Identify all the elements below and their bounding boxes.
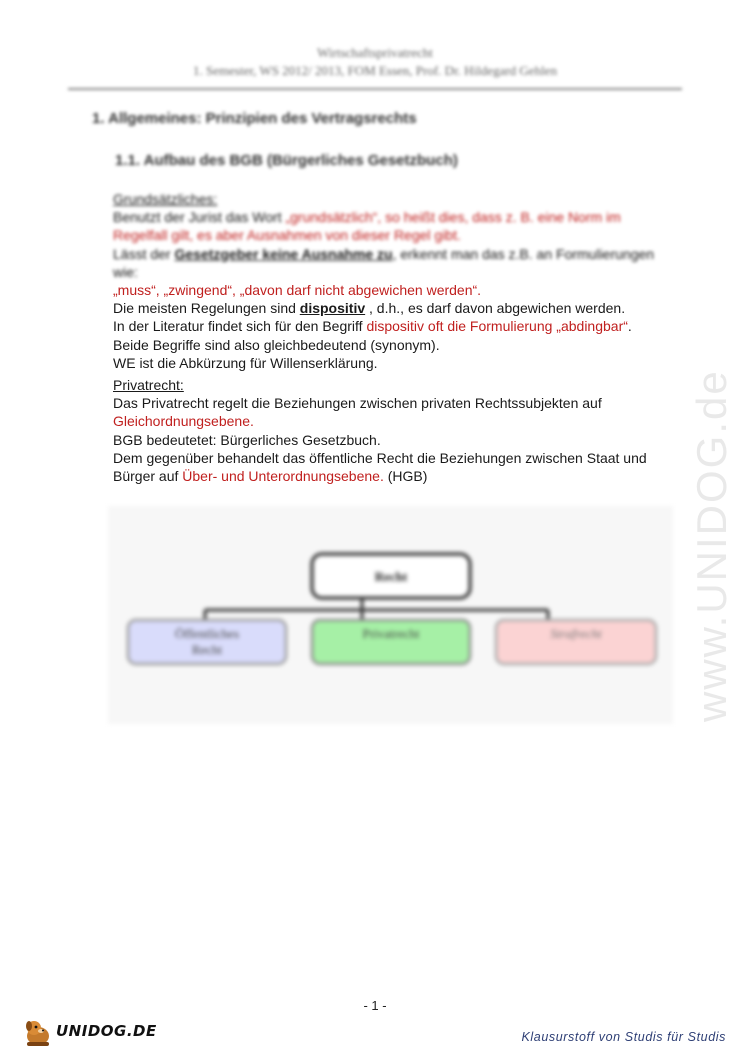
footer-tagline: Klausurstoff von Studis für Studis	[521, 1030, 726, 1044]
section-heading-1-1: 1.1. Aufbau des BGB (Bürgerliches Gesetzbuch)	[115, 152, 458, 169]
grundsaetzliches-paragraph-1: Benutzt der Jurist das Wort „grundsätzlich“, so heißt dies, dass z. B. eine Norm im Regelfall gilt, es aber Ausnahmen von dieser Regel gibt.	[113, 209, 621, 244]
node-oeffentliches-label-line2: Recht	[191, 642, 223, 657]
node-strafrecht-label: Strafrecht	[550, 626, 602, 641]
privatrecht-title: Privatrecht:	[113, 377, 184, 393]
privatrecht-paragraph-1: Das Privatrecht regelt die Beziehungen zwischen privaten Rechtssubjekten auf	[113, 395, 602, 412]
diagram-canvas	[108, 506, 673, 724]
node-recht-label: Recht	[374, 569, 408, 584]
dog-icon	[22, 1016, 56, 1048]
law-hierarchy-diagram	[108, 506, 673, 724]
synonym-line: Beide Begriffe sind also gleichbedeutend (synonym).	[113, 336, 440, 353]
grundsaetzliches-paragraph-2: Lässt der Gesetzgeber keine Ausnahme zu, erkennt man das z.B. an Formulierungen wie:	[113, 245, 655, 280]
node-oeffentliches-label-line1: Öffentliches	[174, 626, 240, 641]
abdingbar-line: In der Literatur findet sich für den Begriff dispositiv oft die Formulierung „abdingbar“.	[113, 318, 632, 335]
privatrecht-section	[113, 376, 673, 485]
dispositiv-term: dispositiv	[299, 300, 366, 317]
page-number: - 1 -	[363, 998, 387, 1013]
grundsaetzliches-section	[113, 190, 673, 372]
header-divider	[68, 88, 682, 90]
buerger-line: Bürger auf Über- und Unterordnungsebene. (HGB)	[113, 468, 428, 485]
grundsaetzliches-blurred-part	[113, 190, 673, 281]
zwingend-examples: „muss“, „zwingend“, „davon darf nicht abgewichen werden“.	[113, 282, 482, 299]
we-line: WE ist die Abkürzung für Willenserklärung.	[113, 354, 378, 371]
section-heading-1: 1. Allgemeines: Prinzipien des Vertragsrechts	[92, 110, 417, 127]
dispositiv-line: Die meisten Regelungen sind dispositiv , d.h., es darf davon abgewichen werden.	[113, 300, 626, 317]
header-course-title: Wirtschaftsprivatrecht	[317, 45, 433, 60]
bgb-line: BGB bedeutetet: Bürgerliches Gesetzbuch.	[113, 431, 381, 448]
watermark: www.UNIDOG.de	[688, 369, 735, 722]
gleichordnungsebene: Gleichordnungsebene.	[113, 413, 254, 430]
document-header	[0, 44, 750, 80]
header-course-details: 1. Semester, WS 2012/ 2013, FOM Essen, Prof. Dr. Hildegard Gehlen	[193, 63, 557, 78]
logo-text: UNIDOG.DE	[56, 1022, 157, 1040]
grundsaetzliches-title: Grundsätzliches:	[113, 191, 218, 207]
unidog-logo	[22, 1016, 162, 1048]
oeffentliches-recht-line: Dem gegenüber behandelt das öffentliche Recht die Beziehungen zwischen Staat und	[113, 449, 647, 466]
node-privatrecht-label: Privatrecht	[362, 626, 420, 641]
